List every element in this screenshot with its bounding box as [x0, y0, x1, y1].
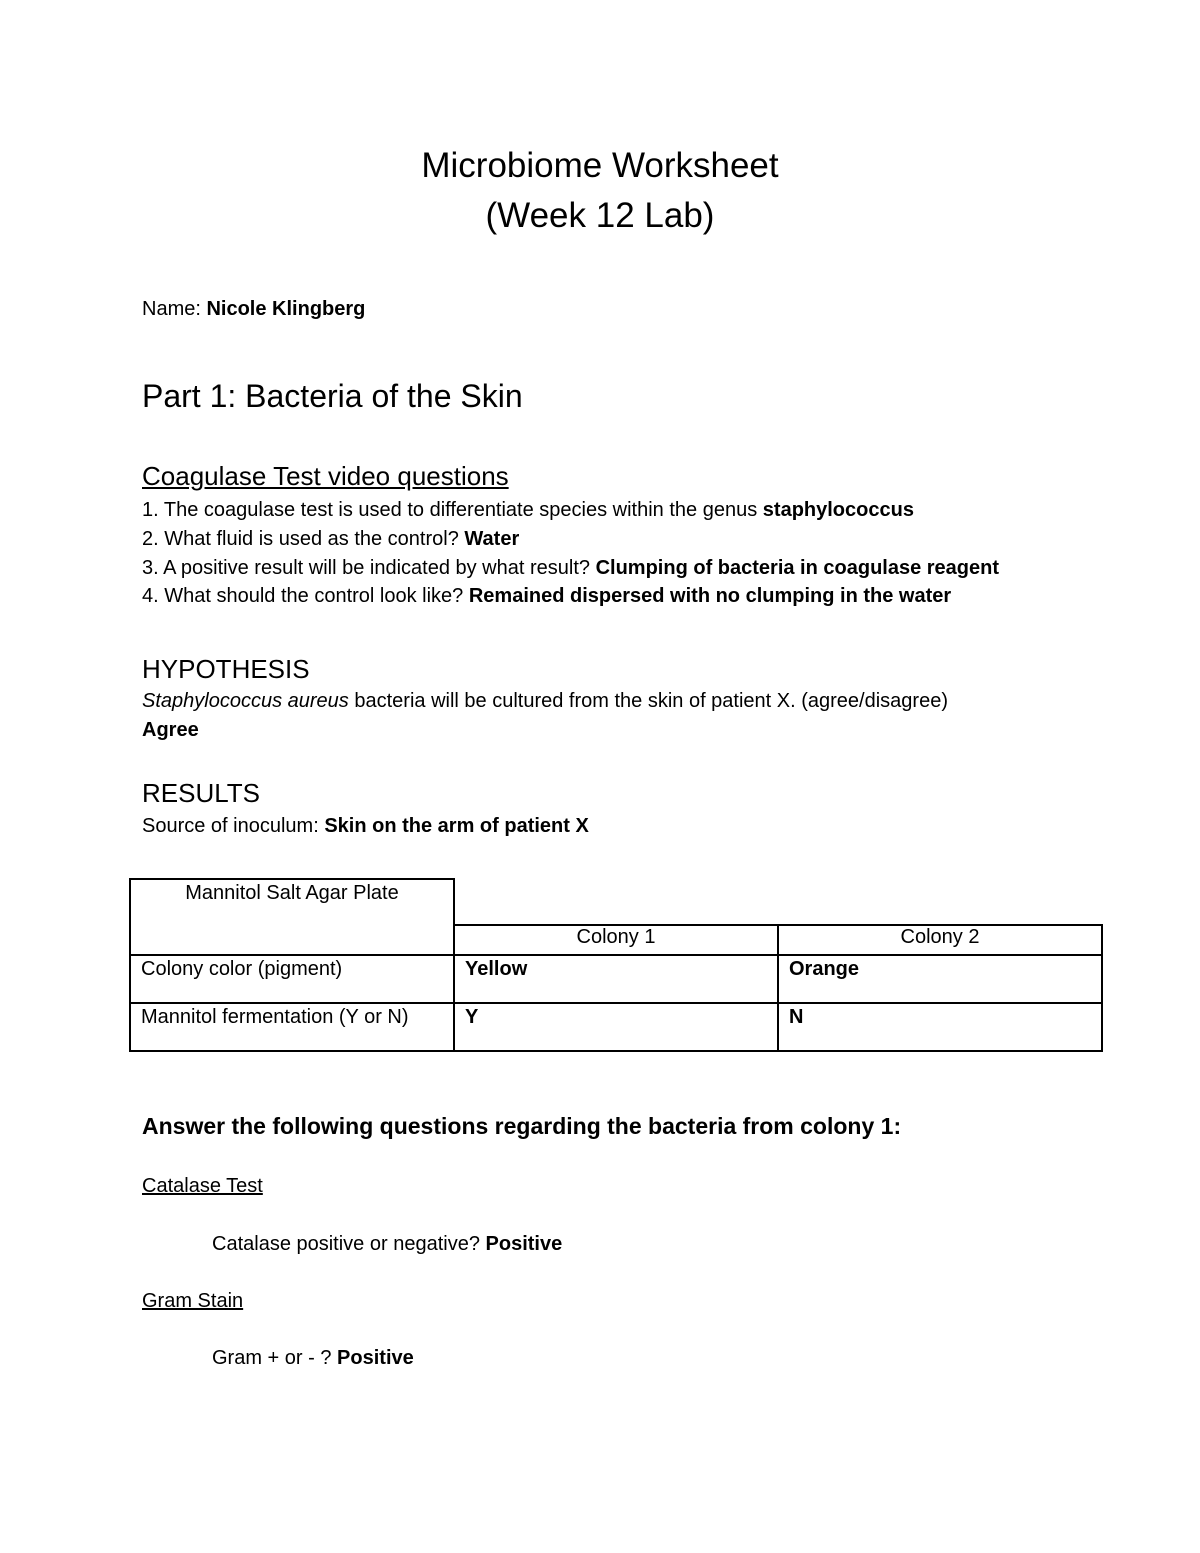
results-heading: RESULTS [142, 778, 260, 808]
name-label: Name: [142, 298, 201, 320]
hypothesis-text: bacteria will be cultured from the skin of patient X. (agree/disagree) [354, 690, 948, 712]
catalase-heading: Catalase Test [142, 1175, 263, 1197]
table-row [130, 879, 1102, 925]
gram-stain-heading: Gram Stain [142, 1290, 244, 1312]
coagulase-question-4 [142, 585, 951, 608]
table-cell [778, 1003, 1102, 1051]
column-header: Colony 2 [778, 925, 1102, 955]
answer-text: Agree [142, 719, 199, 741]
coagulase-question-1 [142, 499, 914, 522]
row-label: Colony color (pigment) [130, 955, 454, 1003]
cell-value: Orange [789, 958, 860, 980]
hypothesis-answer [142, 719, 199, 742]
question-text: Catalase positive or negative? [212, 1233, 480, 1255]
answer-text: Positive [337, 1347, 414, 1369]
table-corner-cell: Mannitol Salt Agar Plate [130, 879, 454, 955]
coagulase-question-3 [142, 557, 999, 580]
coagulase-heading: Coagulase Test video questions [142, 461, 509, 491]
coagulase-question-2 [142, 528, 519, 551]
worksheet-title: Microbiome Worksheet [421, 146, 779, 185]
answer-text: Remained dispersed with no clumping in the water [468, 585, 952, 607]
cell-value: Yellow [465, 958, 528, 980]
cell-value: N [789, 1006, 804, 1028]
question-text: 1. The coagulase test is used to differentiate species within the genus [142, 499, 758, 521]
answer-text: Clumping of bacteria in coagulase reagent [595, 557, 1000, 579]
results-table [129, 878, 1103, 1052]
gram-question [212, 1347, 414, 1370]
answer-text: Water [464, 528, 520, 550]
inoculum-value: Skin on the arm of patient X [324, 815, 589, 837]
name-value: Nicole Klingberg [206, 298, 366, 320]
answer-text: Positive [485, 1233, 563, 1255]
table-row [130, 955, 1102, 1003]
catalase-question [212, 1233, 562, 1256]
species-name: Staphylococcus aureus [142, 690, 349, 712]
table-cell [454, 955, 778, 1003]
question-text: 3. A positive result will be indicated by what result? [142, 557, 591, 579]
question-text: 2. What fluid is used as the control? [142, 528, 459, 550]
cell-value: Y [465, 1006, 479, 1028]
question-text: Gram + or - ? [212, 1347, 332, 1369]
inoculum-source [142, 815, 589, 838]
question-text: 4. What should the control look like? [142, 585, 464, 607]
hypothesis-statement [142, 690, 948, 713]
row-label: Mannitol fermentation (Y or N) [130, 1003, 454, 1051]
colony1-heading: Answer the following questions regarding the bacteria from colony 1: [142, 1113, 902, 1139]
name-line [142, 298, 365, 321]
hypothesis-heading: HYPOTHESIS [142, 654, 310, 684]
table-cell [778, 955, 1102, 1003]
column-header: Colony 1 [454, 925, 778, 955]
table-row [130, 1003, 1102, 1051]
answer-text: staphylococcus [762, 499, 914, 521]
worksheet-subtitle: (Week 12 Lab) [485, 196, 715, 235]
inoculum-label: Source of inoculum: [142, 815, 319, 837]
part1-heading: Part 1: Bacteria of the Skin [142, 378, 523, 414]
table-blank-cell [454, 879, 1102, 925]
table-cell [454, 1003, 778, 1051]
